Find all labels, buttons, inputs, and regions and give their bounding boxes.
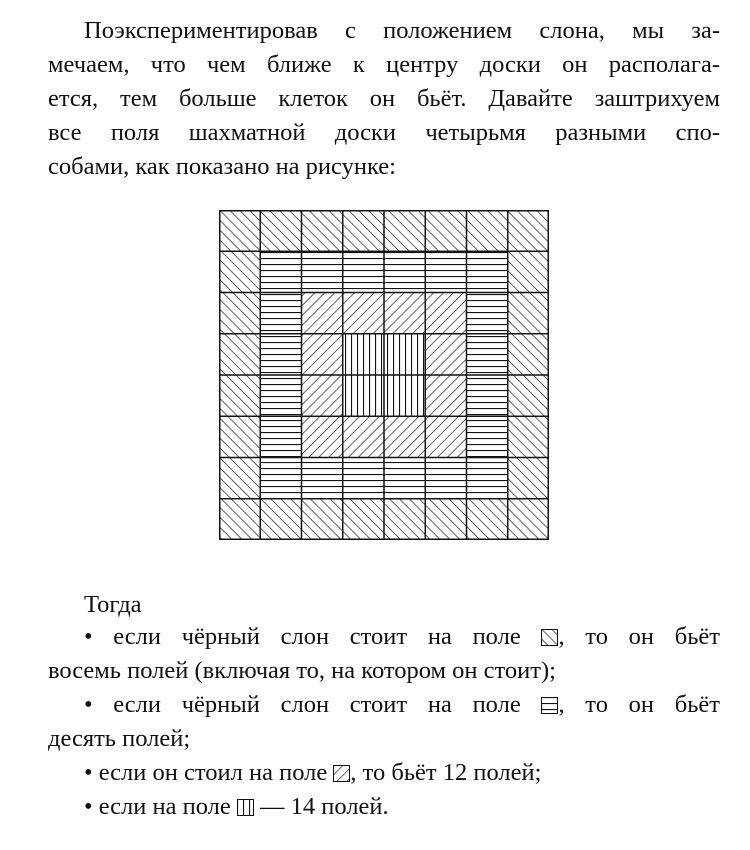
bullet-4-text-b: — 14 полей. [253, 793, 389, 820]
bullet-item-1 [48, 620, 720, 654]
bullet-item-2 [48, 688, 720, 722]
board-cell [343, 499, 384, 540]
bullet-4-text-a: • если на поле [84, 793, 231, 820]
board-cell [260, 375, 301, 416]
bullet-2-text-a: • если чёрный слон стоит на поле [84, 691, 521, 718]
diag-back-hatch-icon [541, 629, 558, 646]
intro-line: собами, как показано на рисунке: [48, 153, 396, 180]
horizontal-hatch-icon [541, 697, 558, 714]
board-cell [260, 416, 301, 457]
board-cell [260, 458, 301, 499]
board-cell [384, 416, 425, 457]
board-cell [343, 334, 384, 375]
board-cell [260, 293, 301, 334]
vertical-hatch-icon [237, 799, 254, 816]
board-cell [260, 334, 301, 375]
board-cell [467, 499, 508, 540]
board-cell [467, 334, 508, 375]
board-cell [343, 210, 384, 251]
board-cell [425, 416, 466, 457]
board-cell [219, 210, 260, 251]
board-cell [467, 293, 508, 334]
board-cell [219, 458, 260, 499]
board-cell [467, 416, 508, 457]
board-cell [384, 293, 425, 334]
board-cell [219, 334, 260, 375]
board-cell [302, 416, 343, 457]
bullet-2-line-2: десять полей; [48, 725, 191, 752]
board-cell [467, 458, 508, 499]
board-cell [384, 375, 425, 416]
board-cell [508, 499, 549, 540]
intro-line: все поля шахматной доски четырьмя разными спо- [48, 119, 720, 146]
board-cell [425, 210, 466, 251]
board-cell [302, 293, 343, 334]
board-cell [508, 293, 549, 334]
board-cell [219, 499, 260, 540]
bullet-1-text-a: • если чёрный слон стоит на поле [84, 623, 521, 650]
bullet-1-text-b: , то он бьёт [558, 623, 720, 650]
board-cell [425, 293, 466, 334]
intro-paragraph [48, 14, 720, 184]
board-cell [467, 251, 508, 292]
board-cell [219, 251, 260, 292]
board-cell [343, 293, 384, 334]
board-cell [384, 458, 425, 499]
board-cell [219, 293, 260, 334]
bullet-list [48, 620, 720, 824]
board-cell [425, 458, 466, 499]
board-cell [302, 251, 343, 292]
board-cell [219, 375, 260, 416]
board-cell [302, 334, 343, 375]
board-cell [343, 416, 384, 457]
board-cell [384, 499, 425, 540]
bullet-item-3 [48, 756, 720, 790]
board-cell [302, 210, 343, 251]
bullet-2-text-b: , то он бьёт [558, 691, 720, 718]
board-cell [260, 499, 301, 540]
intro-line: ется, тем больше клеток он бьёт. Давайте заштрихуем [48, 85, 720, 112]
diag-forward-hatch-icon [333, 765, 350, 782]
board-cell [467, 375, 508, 416]
bullet-3-text-b: , то бьёт 12 полей; [350, 759, 542, 786]
then-label: Тогда [84, 591, 142, 618]
board-cell [508, 251, 549, 292]
board-cell [508, 458, 549, 499]
board-cell [343, 458, 384, 499]
board-cell [384, 334, 425, 375]
intro-line: Поэкспериментировав с положением слона, мы за- [84, 17, 720, 44]
board-cell [467, 210, 508, 251]
board-cell [260, 210, 301, 251]
board-cell [425, 499, 466, 540]
hatched-chessboard [219, 210, 549, 540]
board-cell [302, 499, 343, 540]
board-cell [260, 251, 301, 292]
bullet-1-line-2: восемь полей (включая то, на котором он стоит); [48, 657, 556, 684]
bullet-3-text-a: • если он стоил на поле [84, 759, 328, 786]
board-cell [384, 210, 425, 251]
board-cell [425, 334, 466, 375]
board-cell [508, 416, 549, 457]
board-cell [508, 334, 549, 375]
board-cell [302, 458, 343, 499]
board-cell [508, 210, 549, 251]
board-cell [343, 375, 384, 416]
board-cell [425, 375, 466, 416]
intro-line: мечаем, что чем ближе к центру доски он располага- [48, 51, 720, 78]
board-cell [384, 251, 425, 292]
board-cell [219, 416, 260, 457]
board-cell [343, 251, 384, 292]
board-cell [508, 375, 549, 416]
board-cell [302, 375, 343, 416]
bullet-item-4 [48, 790, 720, 824]
board-cell [425, 251, 466, 292]
